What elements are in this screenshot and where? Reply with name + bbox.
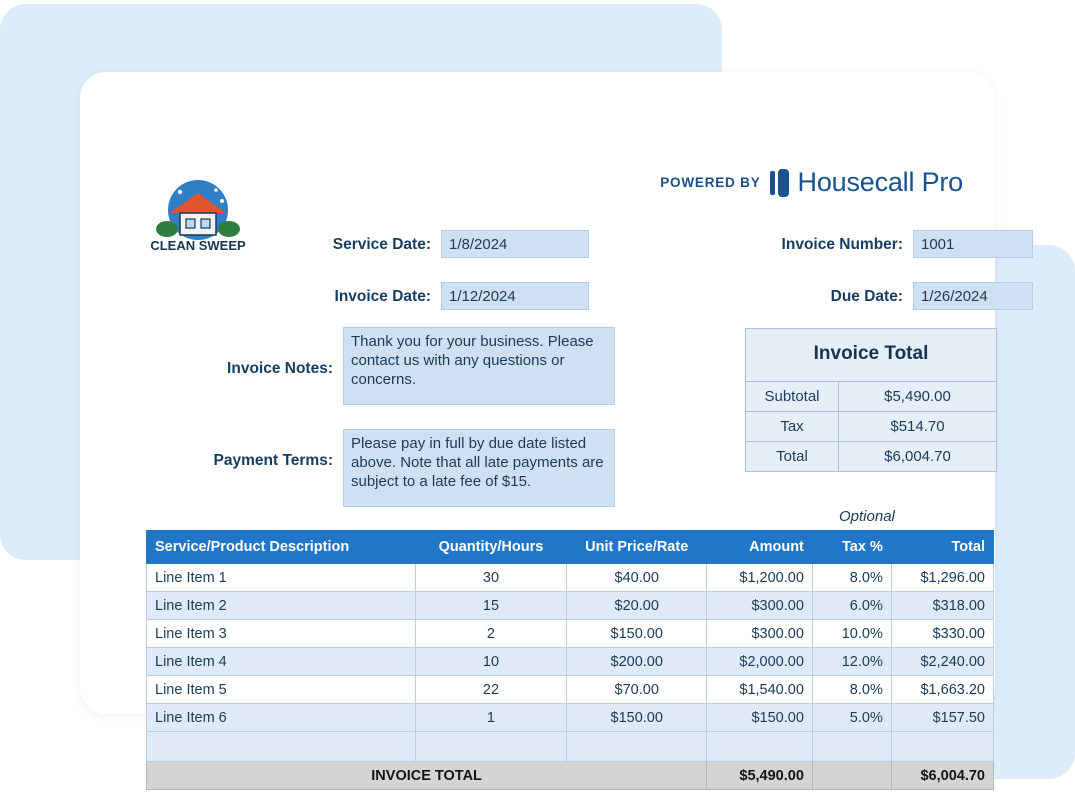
invoice-total-row-tax	[746, 412, 996, 442]
total-value: $6,004.70	[884, 448, 951, 465]
invoice-notes-label: Invoice Notes:	[227, 360, 333, 377]
cell-description[interactable]: Line Item 5	[147, 676, 416, 704]
header-description: Service/Product Description	[147, 531, 416, 564]
cell-quantity[interactable]: 10	[415, 648, 567, 676]
line-items-table	[146, 530, 994, 790]
subtotal-value: $5,490.00	[884, 388, 951, 405]
invoice-total-summary	[745, 328, 997, 472]
invoice-total-title: Invoice Total	[746, 329, 996, 382]
tax-value: $514.70	[890, 418, 945, 435]
invoice-number-label: Invoice Number:	[781, 236, 903, 253]
cell-tax-percent[interactable]: 10.0%	[812, 620, 891, 648]
cell-total: $318.00	[891, 592, 993, 620]
table-row[interactable]	[147, 620, 994, 648]
cell-tax-percent[interactable]: 8.0%	[812, 676, 891, 704]
invoice-total-row-total	[746, 442, 996, 471]
cell-description[interactable]: Line Item 3	[147, 620, 416, 648]
clean-sweep-logo-icon	[150, 179, 246, 253]
cell-total: $1,663.20	[891, 676, 993, 704]
cell-total: $1,296.00	[891, 564, 993, 592]
cell-total: $157.50	[891, 704, 993, 732]
due-date-label: Due Date:	[830, 288, 903, 305]
table-row[interactable]	[147, 564, 994, 592]
header-unit-price: Unit Price/Rate	[567, 531, 707, 564]
cell-quantity[interactable]	[415, 732, 567, 762]
field-payment-terms	[173, 429, 615, 507]
cell-unit-price[interactable]: $70.00	[567, 676, 707, 704]
powered-by-label: POWERED BY	[660, 175, 761, 190]
header-tax-percent: Tax %	[812, 531, 891, 564]
table-row[interactable]	[147, 592, 994, 620]
service-date-label: Service Date:	[332, 236, 431, 253]
cell-quantity[interactable]: 22	[415, 676, 567, 704]
invoice-date-label: Invoice Date:	[334, 288, 431, 305]
header-quantity: Quantity/Hours	[415, 531, 567, 564]
cell-total: $2,240.00	[891, 648, 993, 676]
cell-quantity[interactable]: 15	[415, 592, 567, 620]
invoice-content	[113, 92, 988, 784]
cell-description[interactable]: Line Item 4	[147, 648, 416, 676]
footer-tax-total	[812, 762, 891, 790]
cell-unit-price[interactable]: $150.00	[567, 704, 707, 732]
header-total: Total	[891, 531, 993, 564]
housecall-pro-logo	[770, 167, 963, 198]
cell-quantity[interactable]: 1	[415, 704, 567, 732]
cell-amount: $300.00	[707, 620, 813, 648]
cell-unit-price[interactable]: $150.00	[567, 620, 707, 648]
cell-amount: $1,540.00	[707, 676, 813, 704]
cell-description[interactable]: Line Item 2	[147, 592, 416, 620]
cell-quantity[interactable]: 2	[415, 620, 567, 648]
cell-total: $330.00	[891, 620, 993, 648]
cell-tax-percent[interactable]	[812, 732, 891, 762]
table-row[interactable]	[147, 648, 994, 676]
invoice-total-row-subtotal	[746, 382, 996, 412]
cell-amount: $2,000.00	[707, 648, 813, 676]
cell-description[interactable]: Line Item 1	[147, 564, 416, 592]
cell-unit-price[interactable]: $20.00	[567, 592, 707, 620]
cell-total	[891, 732, 993, 762]
invoice-card	[80, 72, 995, 784]
cell-tax-percent[interactable]: 5.0%	[812, 704, 891, 732]
field-invoice-date	[296, 282, 589, 310]
svg-text:CLEAN SWEEP: CLEAN SWEEP	[150, 238, 246, 253]
footer-grand-total: $6,004.70	[891, 762, 993, 790]
table-header-row	[147, 531, 994, 564]
housecall-mark-icon	[770, 169, 790, 197]
footer-invoice-total-label: INVOICE TOTAL	[147, 762, 707, 790]
table-row[interactable]	[147, 704, 994, 732]
housecall-pro-wordmark: Housecall Pro	[797, 167, 963, 197]
invoice-notes-input[interactable]: Thank you for your business. Please contact us with any questions or concerns.	[343, 327, 615, 405]
powered-by-housecall-pro	[660, 167, 963, 198]
header-amount: Amount	[707, 531, 813, 564]
cell-amount: $150.00	[707, 704, 813, 732]
cell-unit-price[interactable]	[567, 732, 707, 762]
cell-amount: $300.00	[707, 592, 813, 620]
invoice-date-input[interactable]: 1/12/2024	[441, 282, 589, 310]
cell-unit-price[interactable]: $40.00	[567, 564, 707, 592]
field-due-date	[773, 282, 1033, 310]
field-service-date	[296, 230, 589, 258]
cell-tax-percent[interactable]: 8.0%	[812, 564, 891, 592]
cell-description[interactable]	[147, 732, 416, 762]
payment-terms-input[interactable]: Please pay in full by due date listed above. Note that all late payments are subject to a late fee of $15.	[343, 429, 615, 507]
cell-unit-price[interactable]: $200.00	[567, 648, 707, 676]
service-date-input[interactable]: 1/8/2024	[441, 230, 589, 258]
optional-caption: Optional	[839, 508, 895, 525]
cell-amount	[707, 732, 813, 762]
subtotal-label: Subtotal	[746, 382, 839, 411]
footer-amount-total: $5,490.00	[707, 762, 813, 790]
invoice-number-input[interactable]: 1001	[913, 230, 1033, 258]
payment-terms-label: Payment Terms:	[213, 452, 333, 469]
table-row[interactable]	[147, 676, 994, 704]
cell-amount: $1,200.00	[707, 564, 813, 592]
cell-tax-percent[interactable]: 6.0%	[812, 592, 891, 620]
due-date-input[interactable]: 1/26/2024	[913, 282, 1033, 310]
cell-tax-percent[interactable]: 12.0%	[812, 648, 891, 676]
field-invoice-number	[713, 230, 1033, 258]
field-invoice-notes	[173, 327, 615, 405]
total-label: Total	[746, 442, 839, 471]
table-row[interactable]	[147, 732, 994, 762]
cell-description[interactable]: Line Item 6	[147, 704, 416, 732]
table-footer-row	[147, 762, 994, 790]
tax-label: Tax	[746, 412, 839, 441]
cell-quantity[interactable]: 30	[415, 564, 567, 592]
